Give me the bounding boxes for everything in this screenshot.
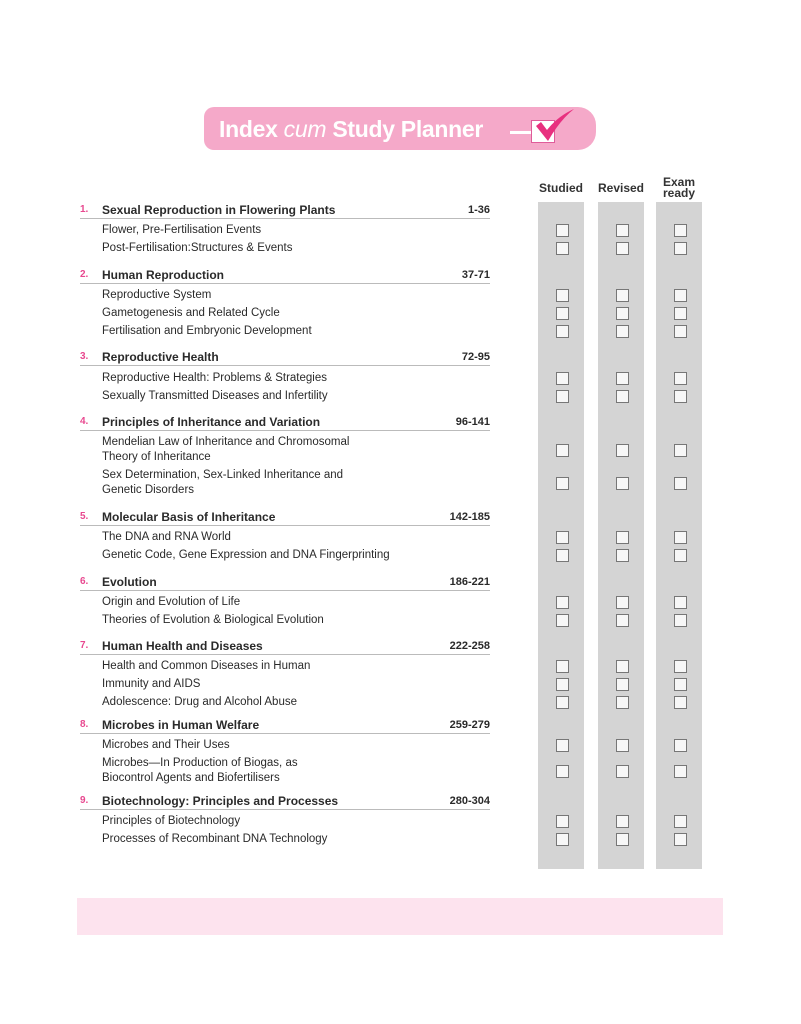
studied-checkbox[interactable] [556,765,569,778]
chapter-number: 9. [80,795,89,806]
studied-checkbox[interactable] [556,833,569,846]
topic-label: Gametogenesis and Related Cycle [102,307,280,319]
chapter-number: 7. [80,640,89,651]
chapter-divider [80,430,490,431]
topic-label: Reproductive System [102,289,212,301]
revised-checkbox[interactable] [616,224,629,237]
exam-ready-checkbox[interactable] [674,660,687,673]
revised-checkbox[interactable] [616,531,629,544]
topic-label: Reproductive Health: Problems & Strategies [102,372,327,384]
chapter-divider [80,809,490,810]
chapter-title: Principles of Inheritance and Variation [102,415,321,429]
chapter-pages: 186-221 [449,576,490,588]
exam-ready-header: Exam ready [662,175,696,200]
topic-label: Fertilisation and Embryonic Development [102,325,312,337]
studied-checkbox[interactable] [556,614,569,627]
revised-header: Revised [597,181,645,195]
revised-checkbox[interactable] [616,549,629,562]
revised-checkbox[interactable] [616,833,629,846]
studied-checkbox[interactable] [556,739,569,752]
topic-label: Mendelian Law of Inheritance and Chromosomal [102,436,350,448]
chapter-number: 4. [80,416,89,427]
topic-label: Adolescence: Drug and Alcohol Abuse [102,696,297,708]
revised-checkbox[interactable] [616,444,629,457]
chapter-pages: 37-71 [461,269,490,281]
chapter-number: 5. [80,511,89,522]
studied-checkbox[interactable] [556,242,569,255]
topic-label: Origin and Evolution of Life [102,596,241,608]
studied-checkbox[interactable] [556,660,569,673]
banner-dash [510,131,532,134]
exam-ready-checkbox[interactable] [674,289,687,302]
revised-checkbox[interactable] [616,242,629,255]
topic-label: Flower, Pre-Fertilisation Events [102,224,262,236]
exam-ready-checkbox[interactable] [674,307,687,320]
chapter-pages: 280-304 [449,795,490,807]
studied-checkbox[interactable] [556,289,569,302]
topic-label: Sexually Transmitted Diseases and Infertility [102,390,328,402]
chapter-title: Molecular Basis of Inheritance [102,510,276,524]
revised-checkbox[interactable] [616,289,629,302]
topic-label: Biocontrol Agents and Biofertilisers [102,772,280,784]
studied-checkbox[interactable] [556,596,569,609]
page-title: Index cum Study Planner [219,116,484,142]
chapter-pages: 1-36 [467,204,490,216]
revised-checkbox[interactable] [616,477,629,490]
topic-label: Sex Determination, Sex-Linked Inheritance and [102,469,344,481]
revised-checkbox[interactable] [616,614,629,627]
chapter-pages: 142-185 [449,511,490,523]
chapter-number: 3. [80,351,89,362]
exam-ready-checkbox[interactable] [674,678,687,691]
revised-checkbox[interactable] [616,696,629,709]
studied-checkbox[interactable] [556,224,569,237]
chapter-pages: 96-141 [455,416,490,428]
topic-label: Microbes—In Production of Biogas, as [102,757,298,769]
topic-label: Theory of Inheritance [102,451,211,463]
chapter-pages: 259-279 [449,719,490,731]
topic-label: Microbes and Their Uses [102,739,230,751]
topic-label: Genetic Disorders [102,484,195,496]
exam-ready-checkbox[interactable] [674,372,687,385]
studied-checkbox[interactable] [556,307,569,320]
exam-ready-checkbox[interactable] [674,765,687,778]
chapter-title: Evolution [102,575,157,589]
exam-ready-checkbox[interactable] [674,549,687,562]
chapter-divider [80,590,490,591]
exam-ready-checkbox[interactable] [674,242,687,255]
exam-ready-checkbox[interactable] [674,614,687,627]
studied-checkbox[interactable] [556,696,569,709]
exam-ready-checkbox[interactable] [674,390,687,403]
topic-label: Post-Fertilisation:Structures & Events [102,242,293,254]
chapter-title: Reproductive Health [102,350,219,364]
chapter-pages: 72-95 [461,351,490,363]
exam-ready-checkbox[interactable] [674,325,687,338]
studied-checkbox[interactable] [556,372,569,385]
studied-header: Studied [539,181,583,195]
topic-label: Principles of Biotechnology [102,815,241,827]
exam-ready-checkbox[interactable] [674,739,687,752]
exam-ready-checkbox[interactable] [674,696,687,709]
revised-checkbox[interactable] [616,739,629,752]
chapter-title: Microbes in Human Welfare [102,718,260,732]
studied-checkbox[interactable] [556,815,569,828]
exam-ready-checkbox[interactable] [674,444,687,457]
studied-checkbox[interactable] [556,549,569,562]
studied-checkbox[interactable] [556,531,569,544]
revised-checkbox[interactable] [616,307,629,320]
checkmark-icon [532,108,576,144]
chapter-divider [80,365,490,366]
studied-checkbox[interactable] [556,477,569,490]
chapter-divider [80,525,490,526]
revised-checkbox[interactable] [616,325,629,338]
exam-ready-checkbox[interactable] [674,224,687,237]
chapter-pages: 222-258 [449,640,490,652]
footer-band [77,898,723,935]
exam-ready-checkbox[interactable] [674,596,687,609]
chapter-divider [80,654,490,655]
exam-ready-checkbox[interactable] [674,815,687,828]
chapter-divider [80,283,490,284]
chapter-title: Sexual Reproduction in Flowering Plants [102,203,336,217]
revised-checkbox[interactable] [616,660,629,673]
chapter-title: Human Health and Diseases [102,639,263,653]
chapter-title: Biotechnology: Principles and Processes [102,794,339,808]
revised-checkbox[interactable] [616,390,629,403]
studied-checkbox[interactable] [556,678,569,691]
studied-checkbox[interactable] [556,390,569,403]
revised-checkbox[interactable] [616,372,629,385]
studied-checkbox[interactable] [556,444,569,457]
chapter-divider [80,733,490,734]
topic-label: Immunity and AIDS [102,678,201,690]
topic-label: Genetic Code, Gene Expression and DNA Fingerprinting [102,549,390,561]
studied-checkbox[interactable] [556,325,569,338]
chapter-number: 1. [80,204,89,215]
topic-label: Processes of Recombinant DNA Technology [102,833,328,845]
revised-checkbox[interactable] [616,678,629,691]
exam-ready-checkbox[interactable] [674,531,687,544]
topic-label: Theories of Evolution & Biological Evolution [102,614,324,626]
revised-checkbox[interactable] [616,596,629,609]
chapter-title: Human Reproduction [102,268,224,282]
chapter-number: 8. [80,719,89,730]
topic-label: The DNA and RNA World [102,531,231,543]
revised-checkbox[interactable] [616,765,629,778]
chapter-divider [80,218,490,219]
exam-ready-checkbox[interactable] [674,477,687,490]
chapter-number: 6. [80,576,89,587]
exam-ready-checkbox[interactable] [674,833,687,846]
chapter-number: 2. [80,269,89,280]
topic-label: Health and Common Diseases in Human [102,660,311,672]
revised-checkbox[interactable] [616,815,629,828]
